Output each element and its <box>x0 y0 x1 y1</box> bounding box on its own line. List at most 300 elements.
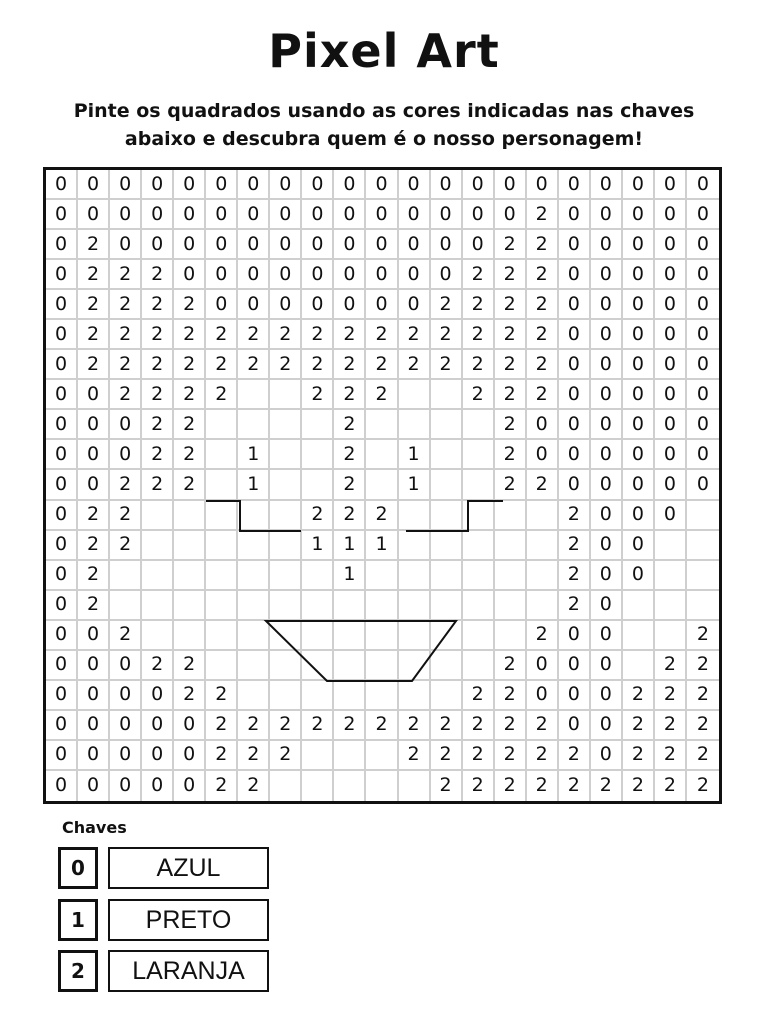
grid-cell <box>270 501 302 531</box>
grid-cell <box>334 621 366 651</box>
grid-cell: 0 <box>559 350 591 380</box>
grid-cell: 0 <box>559 681 591 711</box>
grid-cell: 0 <box>623 380 655 410</box>
grid-cell: 0 <box>174 230 206 260</box>
grid-cell <box>431 410 463 440</box>
grid-cell: 0 <box>591 561 623 591</box>
page-title: Pixel Art <box>268 24 500 78</box>
grid-cell: 2 <box>142 410 174 440</box>
grid-cell <box>206 501 238 531</box>
pixel-grid <box>46 170 719 801</box>
grid-cell <box>399 621 431 651</box>
grid-cell <box>655 531 687 561</box>
grid-cell: 2 <box>527 260 559 290</box>
grid-cell: 2 <box>366 711 398 741</box>
grid-cell: 2 <box>78 350 110 380</box>
grid-cell: 0 <box>366 230 398 260</box>
grid-cell <box>238 681 270 711</box>
grid-cell: 0 <box>687 350 719 380</box>
grid-cell: 2 <box>431 711 463 741</box>
grid-cell: 0 <box>623 290 655 320</box>
grid-cell: 0 <box>110 440 142 470</box>
key-number: 0 <box>58 847 98 889</box>
grid-cell: 2 <box>78 320 110 350</box>
grid-cell <box>399 591 431 621</box>
grid-cell: 0 <box>78 711 110 741</box>
grid-cell: 2 <box>495 350 527 380</box>
grid-cell: 0 <box>687 230 719 260</box>
grid-cell <box>399 531 431 561</box>
grid-cell: 0 <box>366 200 398 230</box>
grid-cell: 0 <box>527 440 559 470</box>
grid-cell <box>238 651 270 681</box>
grid-cell: 2 <box>270 320 302 350</box>
grid-cell: 0 <box>46 501 78 531</box>
grid-cell: 0 <box>591 200 623 230</box>
grid-cell <box>238 591 270 621</box>
grid-cell <box>270 440 302 470</box>
grid-cell <box>655 621 687 651</box>
instructions-line-2: abaixo e descubra quem é o nosso personagem! <box>124 128 644 150</box>
grid-cell: 0 <box>46 681 78 711</box>
grid-cell: 0 <box>623 320 655 350</box>
grid-cell <box>655 591 687 621</box>
grid-cell: 0 <box>687 410 719 440</box>
grid-cell <box>302 440 334 470</box>
grid-cell: 0 <box>46 591 78 621</box>
grid-cell: 2 <box>527 200 559 230</box>
grid-cell: 0 <box>399 170 431 200</box>
grid-cell: 0 <box>463 230 495 260</box>
grid-cell <box>270 681 302 711</box>
grid-cell: 2 <box>302 320 334 350</box>
grid-cell: 2 <box>366 380 398 410</box>
grid-cell <box>431 531 463 561</box>
grid-cell <box>527 591 559 621</box>
grid-cell: 0 <box>591 470 623 500</box>
grid-cell <box>238 621 270 651</box>
grid-cell: 0 <box>46 290 78 320</box>
grid-cell: 2 <box>655 681 687 711</box>
grid-cell: 0 <box>559 290 591 320</box>
grid-cell: 2 <box>399 711 431 741</box>
grid-cell: 2 <box>238 320 270 350</box>
grid-cell <box>463 621 495 651</box>
grid-cell: 0 <box>623 501 655 531</box>
grid-cell: 2 <box>463 350 495 380</box>
grid-cell: 2 <box>334 380 366 410</box>
grid-cell <box>334 681 366 711</box>
grid-cell: 2 <box>206 741 238 771</box>
grid-cell: 2 <box>591 771 623 801</box>
grid-cell <box>142 531 174 561</box>
grid-cell: 2 <box>399 350 431 380</box>
key-color-name: LARANJA <box>108 950 269 992</box>
grid-cell: 2 <box>78 260 110 290</box>
grid-cell: 2 <box>174 470 206 500</box>
grid-cell: 1 <box>399 440 431 470</box>
grid-cell: 0 <box>655 350 687 380</box>
grid-cell: 0 <box>46 621 78 651</box>
grid-cell <box>687 561 719 591</box>
instructions-line-1: Pinte os quadrados usando as cores indicadas nas chaves <box>73 100 695 122</box>
grid-cell <box>463 561 495 591</box>
grid-cell: 0 <box>142 200 174 230</box>
grid-cell: 2 <box>110 470 142 500</box>
grid-cell: 0 <box>527 170 559 200</box>
grid-cell <box>174 531 206 561</box>
grid-cell <box>270 410 302 440</box>
grid-cell: 2 <box>174 440 206 470</box>
grid-cell: 0 <box>687 200 719 230</box>
grid-cell <box>687 531 719 561</box>
grid-cell: 2 <box>559 561 591 591</box>
grid-cell: 0 <box>559 170 591 200</box>
grid-cell: 0 <box>110 681 142 711</box>
grid-cell <box>270 651 302 681</box>
grid-cell: 2 <box>527 771 559 801</box>
grid-cell: 2 <box>142 470 174 500</box>
grid-cell <box>463 591 495 621</box>
grid-cell: 2 <box>495 290 527 320</box>
grid-cell: 2 <box>78 531 110 561</box>
grid-cell: 1 <box>302 531 334 561</box>
grid-cell <box>431 651 463 681</box>
grid-cell: 0 <box>431 260 463 290</box>
grid-cell: 2 <box>270 711 302 741</box>
grid-cell: 0 <box>431 200 463 230</box>
grid-cell: 0 <box>623 350 655 380</box>
grid-cell: 0 <box>46 531 78 561</box>
grid-cell <box>270 531 302 561</box>
grid-cell: 2 <box>463 711 495 741</box>
grid-cell: 2 <box>463 290 495 320</box>
grid-cell: 0 <box>399 230 431 260</box>
grid-cell: 0 <box>463 170 495 200</box>
grid-cell: 0 <box>655 260 687 290</box>
grid-cell <box>463 440 495 470</box>
grid-cell: 0 <box>623 410 655 440</box>
grid-cell <box>302 410 334 440</box>
grid-cell: 0 <box>78 681 110 711</box>
grid-cell: 0 <box>559 380 591 410</box>
grid-cell <box>366 591 398 621</box>
key-color-name: PRETO <box>108 899 269 941</box>
grid-cell: 2 <box>623 711 655 741</box>
grid-cell: 2 <box>110 501 142 531</box>
grid-cell <box>302 621 334 651</box>
grid-cell: 0 <box>591 260 623 290</box>
grid-cell <box>495 561 527 591</box>
grid-cell: 0 <box>46 771 78 801</box>
grid-cell <box>110 561 142 591</box>
grid-cell: 0 <box>591 711 623 741</box>
grid-cell: 0 <box>78 741 110 771</box>
grid-cell: 2 <box>687 681 719 711</box>
grid-cell: 2 <box>559 501 591 531</box>
grid-cell <box>495 501 527 531</box>
grid-cell <box>206 651 238 681</box>
grid-cell: 0 <box>591 290 623 320</box>
grid-cell: 2 <box>238 771 270 801</box>
grid-cell: 2 <box>334 470 366 500</box>
grid-cell <box>623 591 655 621</box>
grid-cell: 2 <box>142 320 174 350</box>
grid-cell: 0 <box>559 651 591 681</box>
grid-cell <box>366 621 398 651</box>
grid-cell: 2 <box>431 771 463 801</box>
grid-cell: 0 <box>46 230 78 260</box>
grid-cell: 0 <box>142 741 174 771</box>
grid-cell: 0 <box>270 290 302 320</box>
grid-cell: 2 <box>687 621 719 651</box>
grid-cell <box>399 561 431 591</box>
grid-cell: 2 <box>655 651 687 681</box>
grid-cell: 0 <box>302 290 334 320</box>
grid-cell: 2 <box>495 440 527 470</box>
grid-cell: 0 <box>655 170 687 200</box>
instructions <box>30 97 738 153</box>
grid-cell: 0 <box>46 711 78 741</box>
grid-cell: 0 <box>78 470 110 500</box>
grid-cell <box>366 651 398 681</box>
grid-cell: 2 <box>527 741 559 771</box>
grid-cell: 0 <box>559 200 591 230</box>
grid-cell: 2 <box>238 350 270 380</box>
grid-cell <box>238 561 270 591</box>
grid-cell <box>431 681 463 711</box>
grid-cell: 0 <box>655 200 687 230</box>
grid-cell: 2 <box>174 410 206 440</box>
grid-cell: 2 <box>110 531 142 561</box>
grid-cell: 0 <box>110 741 142 771</box>
grid-cell: 0 <box>559 320 591 350</box>
grid-cell: 0 <box>559 470 591 500</box>
grid-cell: 2 <box>238 741 270 771</box>
grid-cell: 2 <box>142 350 174 380</box>
grid-cell <box>366 561 398 591</box>
grid-cell <box>366 681 398 711</box>
grid-cell: 0 <box>78 380 110 410</box>
grid-cell <box>110 591 142 621</box>
grid-cell: 0 <box>334 230 366 260</box>
grid-cell: 0 <box>399 200 431 230</box>
grid-cell: 2 <box>206 711 238 741</box>
grid-cell: 2 <box>110 621 142 651</box>
grid-cell <box>302 651 334 681</box>
grid-cell: 0 <box>46 561 78 591</box>
grid-cell: 2 <box>527 230 559 260</box>
grid-cell: 0 <box>78 651 110 681</box>
grid-cell <box>463 651 495 681</box>
grid-cell: 0 <box>78 440 110 470</box>
grid-cell: 0 <box>366 260 398 290</box>
grid-cell: 2 <box>431 290 463 320</box>
grid-cell <box>463 531 495 561</box>
grid-cell <box>270 561 302 591</box>
grid-cell: 2 <box>78 561 110 591</box>
grid-cell <box>206 531 238 561</box>
grid-cell <box>302 741 334 771</box>
grid-cell <box>142 561 174 591</box>
grid-cell: 2 <box>206 771 238 801</box>
grid-cell: 2 <box>495 741 527 771</box>
grid-cell: 2 <box>334 350 366 380</box>
grid-cell: 0 <box>46 170 78 200</box>
grid-cell: 0 <box>623 230 655 260</box>
grid-cell: 2 <box>463 380 495 410</box>
grid-cell: 0 <box>655 230 687 260</box>
grid-cell: 0 <box>142 170 174 200</box>
grid-cell: 0 <box>527 681 559 711</box>
pixel-grid-frame <box>43 167 722 804</box>
grid-cell <box>270 470 302 500</box>
grid-cell: 2 <box>463 681 495 711</box>
grid-cell: 2 <box>142 440 174 470</box>
grid-cell: 2 <box>110 290 142 320</box>
grid-cell: 0 <box>366 290 398 320</box>
grid-cell: 0 <box>238 170 270 200</box>
grid-cell: 0 <box>591 440 623 470</box>
grid-cell <box>174 501 206 531</box>
grid-cell: 0 <box>334 200 366 230</box>
grid-cell: 2 <box>174 320 206 350</box>
grid-cell: 0 <box>655 470 687 500</box>
grid-cell: 0 <box>655 440 687 470</box>
grid-cell <box>527 561 559 591</box>
grid-cell: 0 <box>623 531 655 561</box>
grid-cell <box>206 440 238 470</box>
grid-cell <box>687 591 719 621</box>
grid-cell: 0 <box>238 200 270 230</box>
grid-cell: 0 <box>559 621 591 651</box>
grid-cell <box>334 651 366 681</box>
grid-cell <box>334 771 366 801</box>
grid-cell: 0 <box>559 260 591 290</box>
grid-cell: 0 <box>399 260 431 290</box>
grid-cell: 2 <box>270 741 302 771</box>
grid-cell: 2 <box>623 741 655 771</box>
grid-cell: 0 <box>46 380 78 410</box>
grid-cell: 2 <box>78 501 110 531</box>
grid-cell <box>399 410 431 440</box>
grid-cell <box>623 651 655 681</box>
grid-cell: 1 <box>334 531 366 561</box>
grid-cell <box>142 501 174 531</box>
grid-cell: 2 <box>623 681 655 711</box>
grid-cell <box>399 771 431 801</box>
grid-cell: 2 <box>655 771 687 801</box>
grid-cell: 0 <box>655 320 687 350</box>
grid-cell <box>366 741 398 771</box>
grid-cell <box>302 561 334 591</box>
grid-cell: 0 <box>110 651 142 681</box>
grid-cell: 0 <box>559 230 591 260</box>
grid-cell: 2 <box>78 591 110 621</box>
grid-cell: 2 <box>495 711 527 741</box>
grid-cell: 0 <box>142 711 174 741</box>
grid-cell: 2 <box>495 230 527 260</box>
grid-cell: 0 <box>46 260 78 290</box>
grid-cell <box>334 741 366 771</box>
grid-cell: 2 <box>495 380 527 410</box>
grid-cell: 0 <box>78 410 110 440</box>
grid-cell <box>463 470 495 500</box>
grid-cell: 2 <box>174 651 206 681</box>
grid-cell: 1 <box>238 470 270 500</box>
grid-cell: 0 <box>46 320 78 350</box>
grid-cell: 2 <box>206 380 238 410</box>
grid-cell <box>206 591 238 621</box>
grid-cell <box>238 501 270 531</box>
grid-cell: 2 <box>334 501 366 531</box>
grid-cell: 2 <box>623 771 655 801</box>
grid-cell: 0 <box>110 200 142 230</box>
grid-cell <box>302 771 334 801</box>
grid-cell: 0 <box>687 170 719 200</box>
grid-cell <box>623 621 655 651</box>
grid-cell: 2 <box>334 320 366 350</box>
grid-cell: 0 <box>334 260 366 290</box>
grid-cell: 0 <box>495 200 527 230</box>
grid-cell <box>302 470 334 500</box>
grid-cell: 0 <box>527 651 559 681</box>
grid-cell: 0 <box>206 260 238 290</box>
grid-cell <box>302 591 334 621</box>
grid-cell: 0 <box>527 410 559 440</box>
grid-cell: 2 <box>463 771 495 801</box>
grid-cell: 0 <box>591 591 623 621</box>
grid-cell <box>431 470 463 500</box>
grid-cell: 1 <box>366 531 398 561</box>
grid-cell: 0 <box>142 230 174 260</box>
grid-cell: 2 <box>495 320 527 350</box>
grid-cell: 0 <box>687 290 719 320</box>
grid-cell: 2 <box>110 320 142 350</box>
grid-cell: 0 <box>110 711 142 741</box>
grid-cell: 0 <box>174 200 206 230</box>
grid-cell <box>431 591 463 621</box>
grid-cell: 0 <box>591 320 623 350</box>
grid-cell: 0 <box>238 290 270 320</box>
grid-cell <box>142 621 174 651</box>
key-number: 2 <box>58 950 98 992</box>
grid-cell <box>527 531 559 561</box>
grid-cell: 0 <box>238 260 270 290</box>
grid-cell: 0 <box>334 290 366 320</box>
grid-cell: 2 <box>334 410 366 440</box>
grid-cell: 0 <box>463 200 495 230</box>
grid-cell <box>495 591 527 621</box>
grid-cell: 2 <box>142 651 174 681</box>
grid-cell: 0 <box>174 741 206 771</box>
grid-cell: 2 <box>463 741 495 771</box>
grid-cell: 0 <box>687 470 719 500</box>
grid-cell: 0 <box>623 440 655 470</box>
grid-cell: 0 <box>687 260 719 290</box>
grid-cell: 2 <box>463 260 495 290</box>
grid-cell <box>206 621 238 651</box>
grid-cell: 2 <box>334 711 366 741</box>
grid-cell: 2 <box>78 230 110 260</box>
grid-cell: 0 <box>591 681 623 711</box>
grid-cell: 0 <box>110 771 142 801</box>
grid-cell <box>270 771 302 801</box>
grid-cell: 0 <box>591 230 623 260</box>
grid-cell: 0 <box>591 741 623 771</box>
grid-cell <box>174 621 206 651</box>
grid-cell: 2 <box>366 350 398 380</box>
